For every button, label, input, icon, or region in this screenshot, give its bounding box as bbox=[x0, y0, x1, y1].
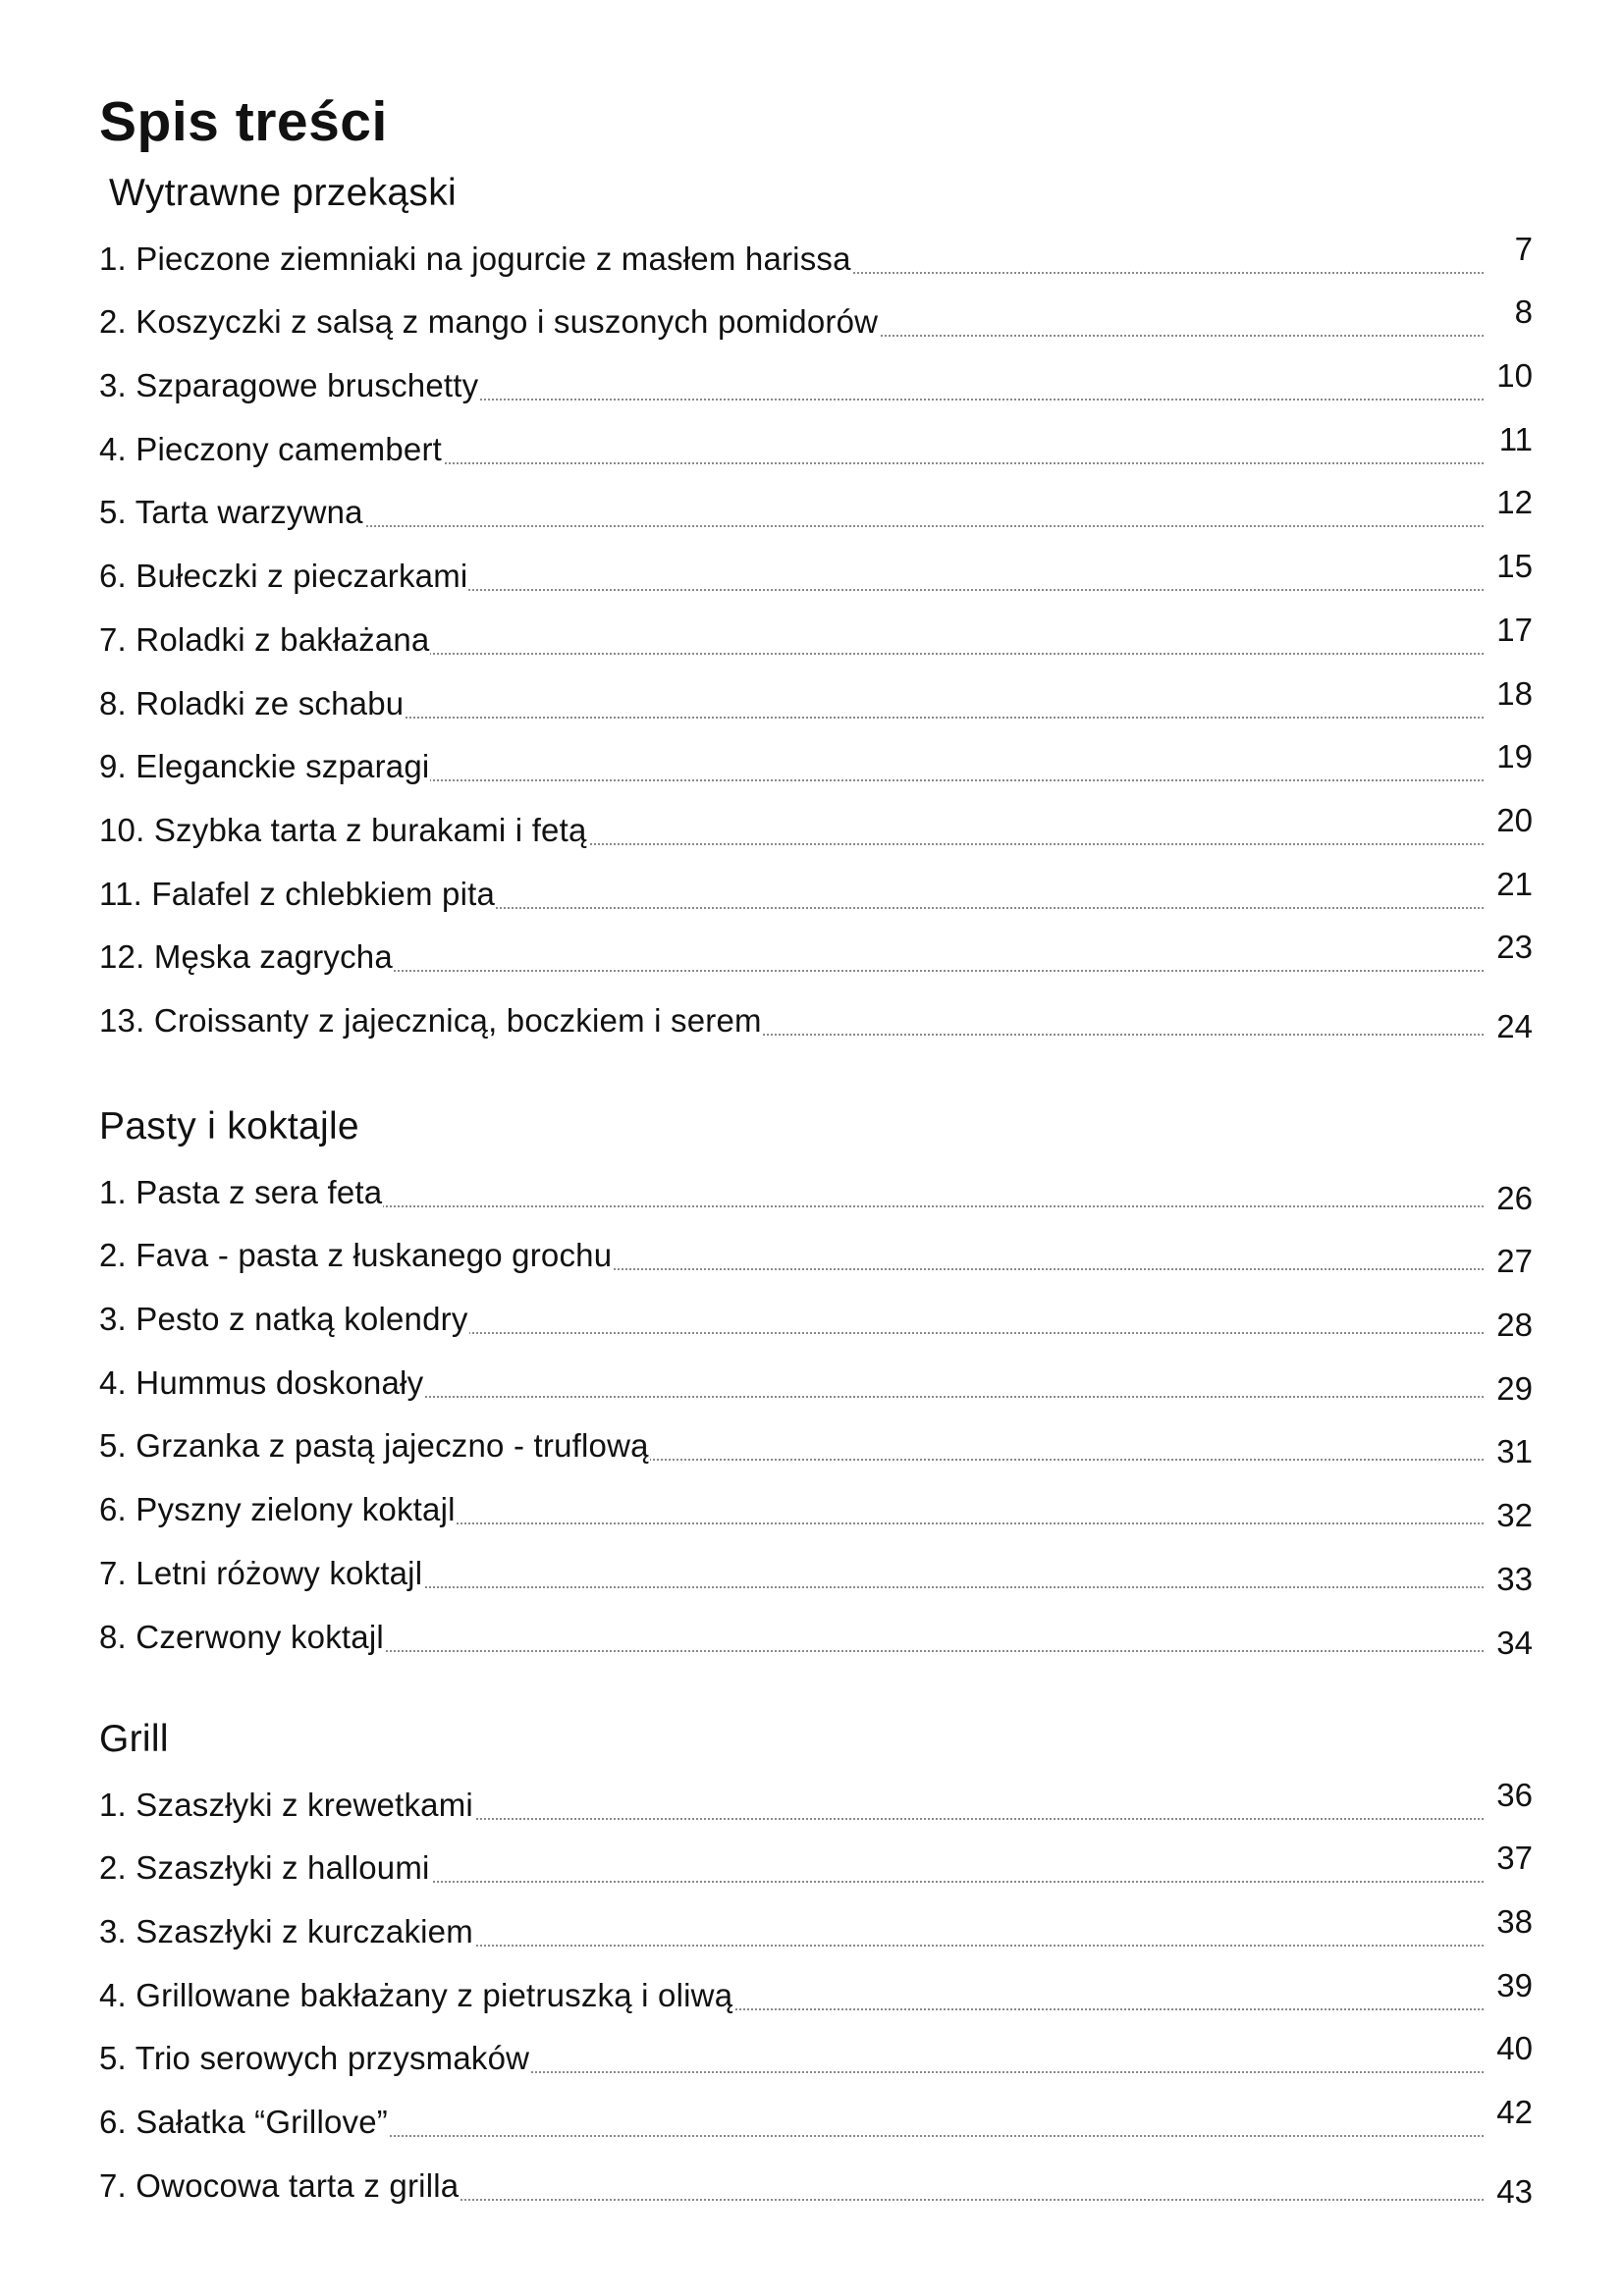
entry-page-number: 12 bbox=[1496, 484, 1533, 521]
toc-entry[interactable] bbox=[99, 2027, 1533, 2091]
entry-title: 5. Tarta warzywna bbox=[99, 494, 363, 531]
toc-entry[interactable] bbox=[99, 926, 1533, 989]
entry-title: 10. Szybka tarta z burakami i fetą bbox=[99, 811, 587, 848]
toc-entry[interactable] bbox=[99, 1773, 1533, 1837]
toc-section-pastes-cocktails bbox=[99, 1094, 1533, 1669]
page-title: Spis treści bbox=[99, 90, 388, 153]
entry-title: 6. Bułeczki z pieczarkami bbox=[99, 558, 468, 595]
entry-page-number: 21 bbox=[1496, 865, 1533, 902]
entry-title: 9. Eleganckie szparagi bbox=[99, 748, 430, 785]
entry-title: 2. Koszyczki z salsą z mango i suszonych pomidorów bbox=[99, 303, 879, 341]
entry-title: 4. Pieczony camembert bbox=[99, 430, 443, 467]
entry-title: 1. Pieczone ziemniaki na jogurcie z masłem harissa bbox=[99, 240, 851, 277]
entry-page-number: 27 bbox=[1496, 1243, 1533, 1280]
section-title: Wytrawne przekąski bbox=[109, 172, 457, 214]
entry-title: 13. Croissanty z jajecznicą, boczkiem i serem bbox=[99, 1001, 762, 1039]
entry-title: 4. Grillowane bakłażany z pietruszką i oliwą bbox=[99, 1976, 733, 2013]
entry-title: 6. Pyszny zielony koktajl bbox=[99, 1491, 456, 1528]
toc-entry[interactable] bbox=[99, 862, 1533, 926]
entry-title: 1. Pasta z sera feta bbox=[99, 1173, 383, 1210]
toc-entry[interactable] bbox=[99, 481, 1533, 545]
entry-page-number: 37 bbox=[1496, 1840, 1533, 1877]
entry-page-number: 28 bbox=[1496, 1307, 1533, 1344]
entry-page-number: 43 bbox=[1496, 2172, 1533, 2210]
entry-title: 5. Grzanka z pastą jajeczno - truflową bbox=[99, 1427, 649, 1465]
toc-entry[interactable] bbox=[99, 353, 1533, 417]
toc-entry[interactable] bbox=[99, 1160, 1533, 1224]
entry-page-number: 38 bbox=[1496, 1903, 1533, 1941]
entry-title: 7. Roladki z bakłażana bbox=[99, 620, 430, 658]
entry-page-number: 42 bbox=[1496, 2094, 1533, 2131]
toc-list bbox=[99, 1773, 1533, 2217]
entry-title: 8. Roladki ze schabu bbox=[99, 684, 405, 721]
entry-title: 11. Falafel z chlebkiem pita bbox=[99, 875, 496, 912]
toc-entry[interactable] bbox=[99, 671, 1533, 735]
entry-page-number: 7 bbox=[1514, 230, 1533, 267]
toc-entry[interactable] bbox=[99, 1541, 1533, 1605]
toc-entry[interactable] bbox=[99, 1899, 1533, 1963]
section-title: Pasty i koktajle bbox=[99, 1105, 359, 1148]
entry-page-number: 17 bbox=[1496, 611, 1533, 648]
toc-entry[interactable] bbox=[99, 417, 1533, 481]
entry-page-number: 39 bbox=[1496, 1966, 1533, 2003]
toc-entry[interactable] bbox=[99, 1415, 1533, 1478]
toc-section-grill bbox=[99, 1706, 1533, 2217]
entry-title: 3. Pesto z natką kolendry bbox=[99, 1301, 468, 1338]
entry-title: 4. Hummus doskonały bbox=[99, 1363, 424, 1401]
toc-entry[interactable] bbox=[99, 1605, 1533, 1669]
entry-page-number: 19 bbox=[1496, 738, 1533, 775]
entry-title: 3. Szparagowe bruschetty bbox=[99, 367, 479, 404]
entry-page-number: 29 bbox=[1496, 1369, 1533, 1407]
entry-page-number: 23 bbox=[1496, 929, 1533, 966]
entry-title: 5. Trio serowych przysmaków bbox=[99, 2040, 530, 2077]
entry-page-number: 36 bbox=[1496, 1776, 1533, 1813]
toc-page bbox=[99, 0, 1533, 2296]
entry-page-number: 34 bbox=[1496, 1624, 1533, 1661]
toc-entry[interactable] bbox=[99, 227, 1533, 291]
toc-entry[interactable] bbox=[99, 1837, 1533, 1900]
toc-entry[interactable] bbox=[99, 1224, 1533, 1288]
toc-list bbox=[99, 227, 1533, 1052]
section-title: Grill bbox=[99, 1718, 169, 1760]
toc-section-savory-snacks bbox=[99, 160, 1533, 1052]
entry-title: 7. Letni różowy koktajl bbox=[99, 1554, 423, 1591]
entry-page-number: 40 bbox=[1496, 2030, 1533, 2067]
toc-entry[interactable] bbox=[99, 608, 1533, 671]
entry-title: 6. Sałatka “Grillove” bbox=[99, 2104, 388, 2141]
entry-page-number: 11 bbox=[1498, 420, 1533, 457]
entry-page-number: 31 bbox=[1496, 1433, 1533, 1470]
entry-title: 3. Szaszłyki z kurczakiem bbox=[99, 1913, 473, 1950]
toc-entry[interactable] bbox=[99, 1287, 1533, 1351]
toc-list bbox=[99, 1160, 1533, 1669]
entry-title: 8. Czerwony koktajl bbox=[99, 1618, 384, 1655]
entry-page-number: 8 bbox=[1514, 294, 1533, 331]
entry-title: 2. Fava - pasta z łuskanego grochu bbox=[99, 1237, 613, 1274]
entry-page-number: 15 bbox=[1496, 548, 1533, 585]
entry-title: 1. Szaszłyki z krewetkami bbox=[99, 1786, 473, 1823]
entry-page-number: 20 bbox=[1496, 801, 1533, 838]
entry-page-number: 26 bbox=[1496, 1179, 1533, 1216]
entry-title: 12. Męska zagrycha bbox=[99, 938, 393, 976]
toc-entry[interactable] bbox=[99, 798, 1533, 862]
entry-page-number: 10 bbox=[1496, 357, 1533, 395]
toc-entry[interactable] bbox=[99, 1963, 1533, 2027]
entry-title: 7. Owocowa tarta z grilla bbox=[99, 2166, 460, 2204]
entry-page-number: 32 bbox=[1496, 1497, 1533, 1534]
toc-entry[interactable] bbox=[99, 291, 1533, 354]
toc-entry[interactable] bbox=[99, 544, 1533, 608]
entry-page-number: 18 bbox=[1496, 674, 1533, 712]
entry-page-number: 24 bbox=[1496, 1007, 1533, 1044]
toc-entry[interactable] bbox=[99, 1351, 1533, 1415]
entry-page-number: 33 bbox=[1496, 1560, 1533, 1597]
toc-entry[interactable] bbox=[99, 1477, 1533, 1541]
entry-title: 2. Szaszłyki z halloumi bbox=[99, 1849, 430, 1887]
toc-entry[interactable] bbox=[99, 988, 1533, 1052]
toc-entry[interactable] bbox=[99, 2090, 1533, 2154]
toc-entry[interactable] bbox=[99, 735, 1533, 799]
toc-entry[interactable] bbox=[99, 2154, 1533, 2217]
